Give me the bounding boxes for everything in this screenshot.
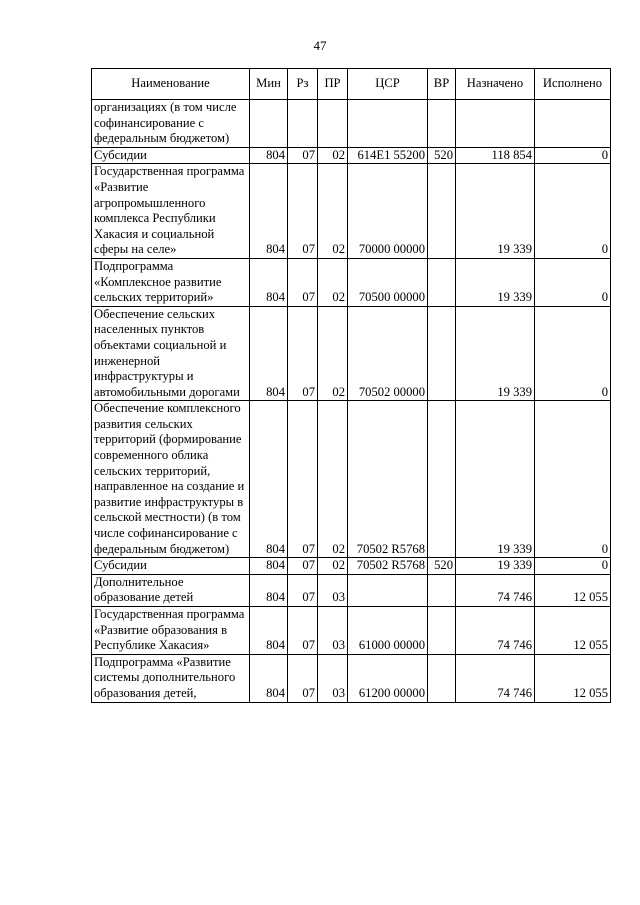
header-assigned: Назначено [456, 69, 535, 100]
cell-pr: 02 [318, 258, 348, 306]
cell-assigned: 118 854 [456, 147, 535, 164]
cell-vr: 520 [428, 558, 456, 575]
cell-pr: 02 [318, 147, 348, 164]
cell-csr: 70502 R5768 [348, 558, 428, 575]
cell-name: Государственная программа «Развитие агропромышленного комплекса Республики Хакасия и социальной сферы на селе» [92, 164, 250, 259]
table-row [92, 147, 611, 164]
table-row [92, 258, 611, 306]
table-row [92, 164, 611, 259]
cell-rz: 07 [288, 558, 318, 575]
cell-min: 804 [250, 258, 288, 306]
cell-csr: 70502 00000 [348, 306, 428, 401]
cell-rz: 07 [288, 258, 318, 306]
header-min: Мин [250, 69, 288, 100]
cell-rz: 07 [288, 401, 318, 558]
cell-vr: 520 [428, 147, 456, 164]
cell-csr: 614Е1 55200 [348, 147, 428, 164]
table-row [92, 654, 611, 702]
cell-executed: 12 055 [535, 654, 611, 702]
header-executed: Исполнено [535, 69, 611, 100]
cell-rz [288, 100, 318, 148]
cell-pr: 02 [318, 164, 348, 259]
cell-name: Субсидии [92, 147, 250, 164]
cell-min: 804 [250, 147, 288, 164]
cell-executed: 12 055 [535, 574, 611, 606]
cell-csr: 70500 00000 [348, 258, 428, 306]
cell-pr: 02 [318, 558, 348, 575]
cell-min: 804 [250, 558, 288, 575]
cell-assigned: 19 339 [456, 258, 535, 306]
cell-assigned: 74 746 [456, 574, 535, 606]
cell-rz: 07 [288, 654, 318, 702]
cell-csr: 70000 00000 [348, 164, 428, 259]
cell-assigned: 19 339 [456, 401, 535, 558]
cell-name: Субсидии [92, 558, 250, 575]
cell-name: Подпрограмма «Развитие системы дополнительного образования детей, [92, 654, 250, 702]
cell-name: Государственная программа «Развитие образования в Республике Хакасия» [92, 607, 250, 655]
cell-executed [535, 100, 611, 148]
cell-vr [428, 306, 456, 401]
header-rz: Рз [288, 69, 318, 100]
cell-executed: 0 [535, 164, 611, 259]
cell-name: Обеспечение сельских населенных пунктов объектами социальной и инженерной инфраструктуры и автомобильными дорогами [92, 306, 250, 401]
cell-executed: 0 [535, 147, 611, 164]
cell-pr [318, 100, 348, 148]
budget-table [91, 68, 611, 703]
header-csr: ЦСР [348, 69, 428, 100]
page-number: 47 [313, 38, 327, 53]
table-row [92, 401, 611, 558]
cell-pr: 03 [318, 574, 348, 606]
cell-executed: 0 [535, 306, 611, 401]
table-row [92, 607, 611, 655]
cell-vr [428, 401, 456, 558]
table-row [92, 100, 611, 148]
cell-vr [428, 654, 456, 702]
cell-csr [348, 574, 428, 606]
cell-pr: 03 [318, 607, 348, 655]
cell-assigned: 74 746 [456, 607, 535, 655]
cell-min: 804 [250, 164, 288, 259]
cell-rz: 07 [288, 607, 318, 655]
header-pr: ПР [318, 69, 348, 100]
cell-min: 804 [250, 607, 288, 655]
table-row [92, 574, 611, 606]
cell-pr: 03 [318, 654, 348, 702]
cell-csr [348, 100, 428, 148]
cell-rz: 07 [288, 574, 318, 606]
cell-executed: 0 [535, 401, 611, 558]
cell-csr: 70502 R5768 [348, 401, 428, 558]
cell-vr [428, 258, 456, 306]
cell-name: организациях (в том числе софинансирование с федеральным бюджетом) [92, 100, 250, 148]
cell-min [250, 100, 288, 148]
cell-name: Дополнительное образование детей [92, 574, 250, 606]
table-row [92, 558, 611, 575]
header-vr: ВР [428, 69, 456, 100]
cell-rz: 07 [288, 306, 318, 401]
cell-rz: 07 [288, 164, 318, 259]
cell-rz: 07 [288, 147, 318, 164]
cell-executed: 0 [535, 258, 611, 306]
cell-executed: 12 055 [535, 607, 611, 655]
cell-name: Подпрограмма «Комплексное развитие сельских территорий» [92, 258, 250, 306]
cell-min: 804 [250, 654, 288, 702]
header-name: Наименование [92, 69, 250, 100]
cell-pr: 02 [318, 401, 348, 558]
cell-vr [428, 574, 456, 606]
cell-min: 804 [250, 306, 288, 401]
table-header-row [92, 69, 611, 100]
cell-executed: 0 [535, 558, 611, 575]
cell-csr: 61200 00000 [348, 654, 428, 702]
cell-min: 804 [250, 401, 288, 558]
cell-assigned: 74 746 [456, 654, 535, 702]
cell-pr: 02 [318, 306, 348, 401]
cell-assigned: 19 339 [456, 164, 535, 259]
cell-assigned: 19 339 [456, 558, 535, 575]
cell-vr [428, 164, 456, 259]
cell-vr [428, 100, 456, 148]
cell-assigned: 19 339 [456, 306, 535, 401]
cell-csr: 61000 00000 [348, 607, 428, 655]
cell-name: Обеспечение комплексного развития сельских территорий (формирование современного облика сельских территорий, направленное на создание и развитие инфраструктуры в сельской местности) (в том числе софинансирование с федеральным бюджетом) [92, 401, 250, 558]
cell-vr [428, 607, 456, 655]
table-row [92, 306, 611, 401]
cell-min: 804 [250, 574, 288, 606]
cell-assigned [456, 100, 535, 148]
